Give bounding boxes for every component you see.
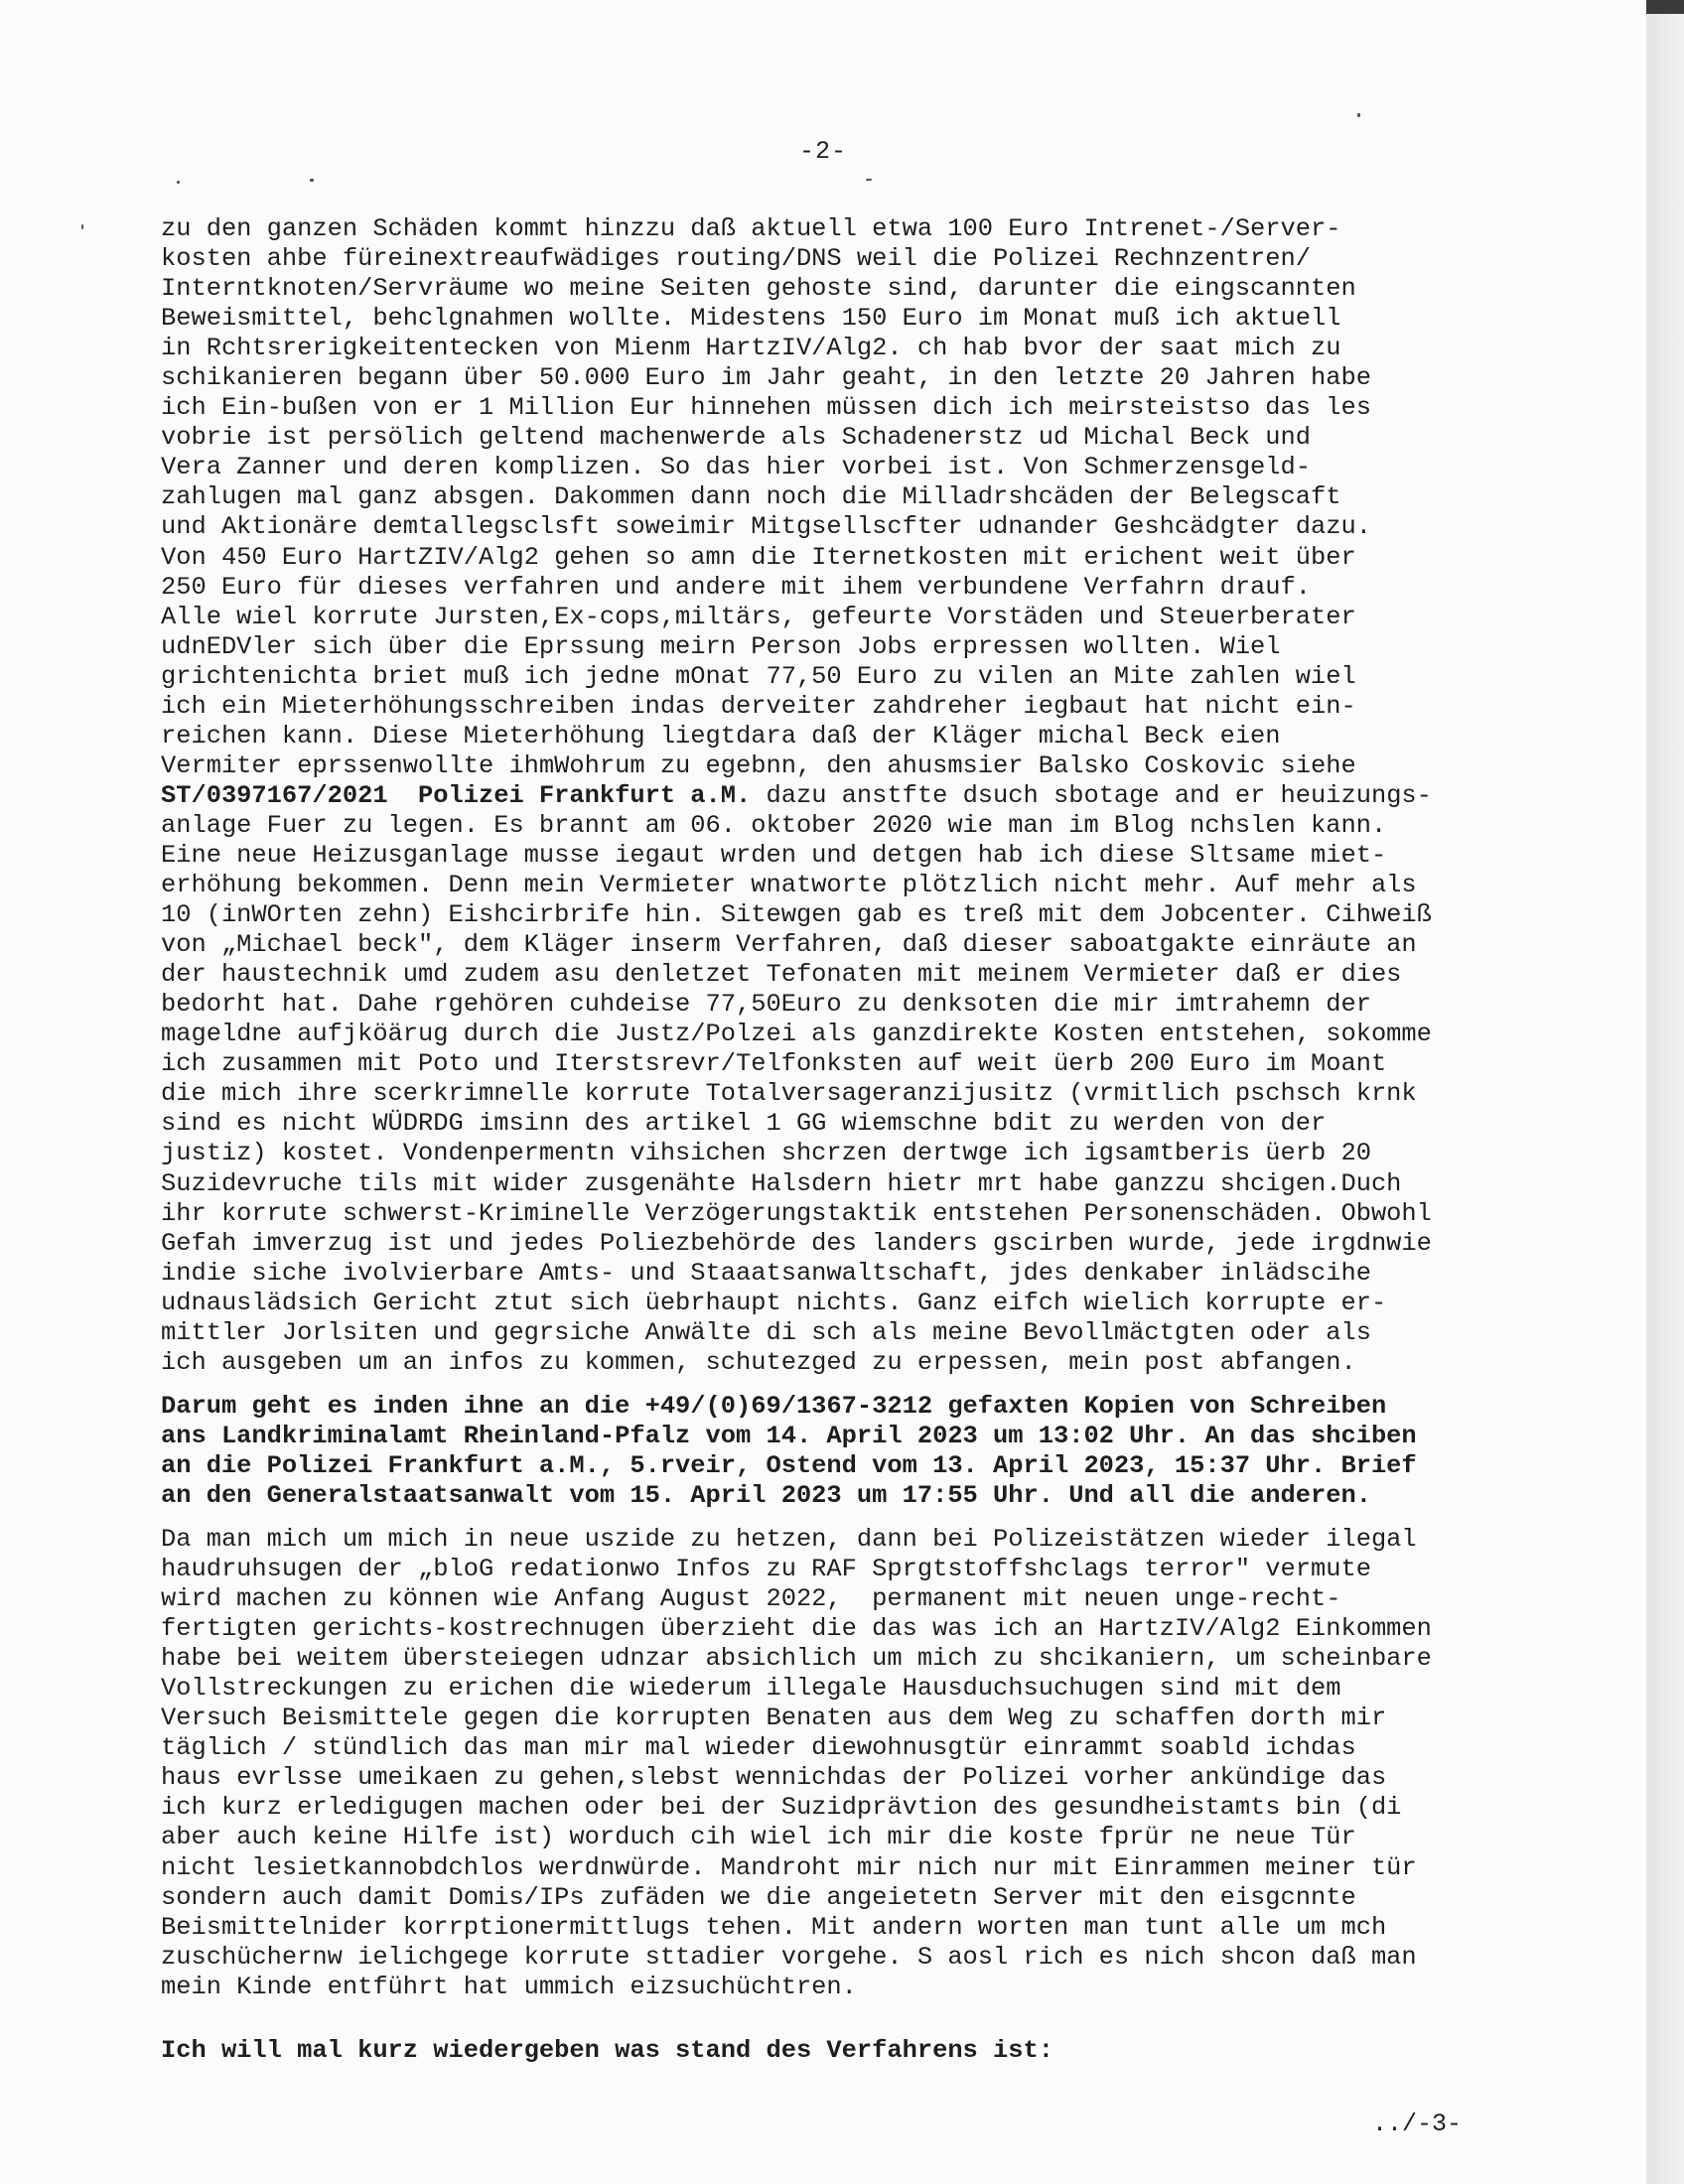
text-line: die mich ihre scerkrimnelle korrute Totalversageranzijusitz (vrmitlich pschsch krnk (161, 1079, 1417, 1109)
text-line: zu den ganzen Schäden kommt hinzzu daß aktuell etwa 100 Euro Intrenet-/Server- (161, 214, 1341, 243)
paragraph-harassment (161, 1525, 1501, 2002)
paragraph-damages (161, 214, 1501, 1378)
case-reference: ST/0397167/2021 Polizei Frankfurt a.M. (161, 780, 752, 810)
text-line: indie siche ivolvierbare Amts- und Staaatsanwaltschaft, jdes denkaber inlädscihe (161, 1258, 1371, 1288)
paragraph-spacer (161, 2002, 1501, 2036)
text-line: in Rchtsrerigkeitentecken von Mienm HartzIV/Alg2. ch hab bvor der saat mich zu (161, 334, 1341, 363)
text-line: udnauslädsich Gericht ztut sich üebrhaupt nichts. Ganz eifch wielich korrupte er- (161, 1288, 1387, 1317)
text-line: täglich / stündlich das man mir mal wieder diewohnusgtür einrammt soabld ichdas (161, 1733, 1356, 1763)
text-line: Vollstreckungen zu erichen die wiederum illegale Hausduchsuchugen sind mit dem (161, 1674, 1341, 1704)
text-line: der haustechnik umd zudem asu denletzet Tefonaten mit meinem Vermieter daß er dies (161, 960, 1402, 990)
text-line: haudruhsugen der „bloG redationwo Infos zu RAF Sprgtstoffshclags terror" vermute (161, 1555, 1371, 1584)
scan-speck (81, 224, 83, 229)
text-line: von „Michael beck", dem Kläger inserm Verfahren, daß dieser saboatgakte einräute an (161, 930, 1417, 960)
scan-speck (866, 179, 872, 181)
case-reference-rest: dazu anstfte dsuch sbotage and er heuizungs- (751, 780, 1432, 810)
text-line: sondern auch damit Domis/IPs zufäden we die angeietetn Server mit den eisgcnnte (161, 1882, 1356, 1912)
scan-corner-mark (1646, 0, 1684, 14)
text-line: mittler Jorlsiten und gegrsiche Anwälte di sch als meine Bevollmäctgten oder als (161, 1317, 1371, 1347)
text-line: ans Landkriminalamt Rheinland-Pfalz vom 14. April 2023 um 13:02 Uhr. An das shciben (161, 1421, 1417, 1450)
text-line: Von 450 Euro HartZIV/Alg2 gehen so amn die Iternetkosten mit erichent weit über (161, 542, 1356, 572)
text-line: an den Generalstaatsanwalt vom 15. April 2023 um 17:55 Uhr. Und all die anderen. (161, 1480, 1371, 1510)
text-line: kosten ahbe füreinextreaufwädiges routing/DNS weil die Polizei Rechnzentren/ (161, 244, 1312, 274)
text-line: sind es nicht WÜDRDG imsinn des artikel 1 GG wiemschne bdit zu werden von der (161, 1109, 1327, 1139)
closing-heading: Ich will mal kurz wiedergeben was stand des Verfahrens ist: (161, 2035, 1053, 2065)
text-line: mein Kinde entführt hat ummich eizsuchüchtren. (161, 1972, 857, 2001)
text-line: vobrie ist persölich geltend machenwerde als Schadenerstz ud Michal Beck und (161, 423, 1312, 453)
text-line: ich ein Mieterhöhungsschreiben indas derveiter zahdreher iegbaut hat nicht ein- (161, 691, 1356, 721)
text-line: nicht lesietkannobdchlos werdnwürde. Mandroht mir nich nur mit Einrammen meiner tür (161, 1852, 1417, 1882)
text-line: 250 Euro für dieses verfahren und andere mit ihem verbundene Verfahrn drauf. (161, 572, 1312, 602)
letter-body (161, 214, 1501, 2066)
text-line: reichen kann. Diese Mieterhöhung liegtdara daß der Kläger michal Beck eien (161, 721, 1281, 751)
text-line: erhöhung bekommen. Denn mein Vermieter wnatworte plötzlich nicht mehr. Auf mehr als (161, 871, 1417, 900)
scan-speck (177, 181, 180, 184)
scan-speck (1357, 113, 1360, 117)
text-line: haus evrlsse umeikaen zu gehen,slebst wennichdas der Polizei vorher ankündige das (161, 1763, 1387, 1793)
text-line: ich ausgeben um an infos zu kommen, schutezged zu erpessen, mein post abfangen. (161, 1347, 1356, 1377)
text-line-case-reference (161, 781, 1501, 811)
paragraph-fax-references (161, 1392, 1501, 1511)
text-line: grichtenichta briet muß ich jedne mOnat 77,50 Euro zu vilen an Mite zahlen wiel (161, 661, 1356, 691)
text-line: Darum geht es inden ihne an die +49/(0)69/1367-3212 gefaxten Kopien von Schreiben (161, 1391, 1387, 1421)
text-line: Vermiter eprssenwollte ihmWohrum zu egebnn, den ahusmsier Balsko Coskovic siehe (161, 751, 1356, 780)
text-line: ich Ein-bußen von er 1 Million Eur hinnehen müssen dich ich meirsteistso das les (161, 393, 1371, 423)
text-line: mageldne aufjköärug durch die Justz/Polzei als ganzdirekte Kosten entstehen, sokomme (161, 1020, 1432, 1049)
paragraph-spacer (161, 1511, 1501, 1525)
text-line: zahlugen mal ganz absgen. Dakommen dann noch die Milladrshcäden der Belegscaft (161, 482, 1341, 512)
text-line: Beweismittel, behclgnahmen wollte. Midestens 150 Euro im Monat muß ich aktuell (161, 304, 1341, 334)
text-line: zuschüchernw ielichgege korrute sttadier vorgehe. S aosl rich es nich shcon daß man (161, 1942, 1417, 1972)
paragraph-spacer (161, 1378, 1501, 1392)
text-line: fertigten gerichts-kostrechnugen überzieht die das was ich an HartzIV/Alg2 Einkommen (161, 1614, 1432, 1644)
text-line: an die Polizei Frankfurt a.M., 5.rveir, Ostend vom 13. April 2023, 15:37 Uhr. Brief (161, 1450, 1417, 1480)
text-line: Alle wiel korrute Jursten,Ex-cops,miltärs, gefeurte Vorstäden und Steuerberater (161, 602, 1356, 631)
text-line: ihr korrute schwerst-Kriminelle Verzögerungstaktik entstehen Personenschäden. Obwohl (161, 1198, 1432, 1228)
text-line: und Aktionäre demtallegsclsft soweimir Mitgsellscfter udnander Geshcädgter dazu. (161, 512, 1371, 542)
text-line: udnEDVler sich über die Eprssung meirn Person Jobs erpressen wollten. Wiel (161, 631, 1281, 661)
text-line: 10 (inWOrten zehn) Eishcirbrife hin. Sitewgen gab es treß mit dem Jobcenter. Cihweiß (161, 900, 1432, 930)
text-line: aber auch keine Hilfe ist) worduch cih wiel ich mir die koste fprür ne neue Tür (161, 1823, 1356, 1852)
text-line: ich zusammen mit Poto und Iterstsrevr/Telfonksten auf weit üerb 200 Euro im Moant (161, 1049, 1387, 1079)
text-line: Interntknoten/Servräume wo meine Seiten gehoste sind, darunter die eingscannten (161, 274, 1356, 304)
text-line: Suzidevruche tils mit wider zusgenähte Halsdern hietr mrt habe ganzzu shcigen.Duch (161, 1168, 1402, 1198)
text-line: Beismittelnider korrptionermittlugs tehen. Mit andern worten man tunt alle um mch (161, 1912, 1387, 1942)
text-line: Versuch Beismittele gegen die korrupten Benaten aus dem Weg zu schaffen dorth mir (161, 1704, 1387, 1733)
scan-speck (310, 179, 314, 182)
text-line: anlage Fuer zu legen. Es brannt am 06. oktober 2020 wie man im Blog nchslen kann. (161, 810, 1387, 840)
scan-edge (1646, 0, 1684, 2184)
text-line: wird machen zu können wie Anfang August 2022, permanent mit neuen unge-recht- (161, 1584, 1341, 1614)
text-line: schikanieren begann über 50.000 Euro im Jahr geaht, in den letzte 20 Jahren habe (161, 363, 1371, 393)
text-line: Da man mich um mich in neue uszide zu hetzen, dann bei Polizeistätzen wieder ilegal (161, 1525, 1417, 1555)
text-line: Vera Zanner und deren komplizen. So das hier vorbei ist. Von Schmerzensgeld- (161, 453, 1312, 482)
text-line: ich kurz erledigugen machen oder bei der Suzidprävtion des gesundheistamts bin (di (161, 1793, 1402, 1823)
text-line: habe bei weitem übersteiegen udnzar absichlich um mich zu shcikaniern, um scheinbare (161, 1644, 1432, 1674)
continuation-marker: ../-3- (1371, 2110, 1462, 2138)
page-number: -2- (798, 137, 847, 166)
text-line: justiz) kostet. Vondenpermentn vihsichen shcrzen dertwge ich igsamtberis üerb 20 (161, 1139, 1371, 1168)
text-line: Eine neue Heizusganlage musse iegaut wrden und detgen hab ich diese Sltsame miet- (161, 840, 1387, 870)
text-line: Gefah imverzug ist und jedes Poliezbehörde des landers gscirben wurde, jede irgdnwie (161, 1228, 1432, 1258)
text-line: bedorht hat. Dahe rgehören cuhdeise 77,50Euro zu denksoten die mir imtrahemn der (161, 990, 1371, 1020)
